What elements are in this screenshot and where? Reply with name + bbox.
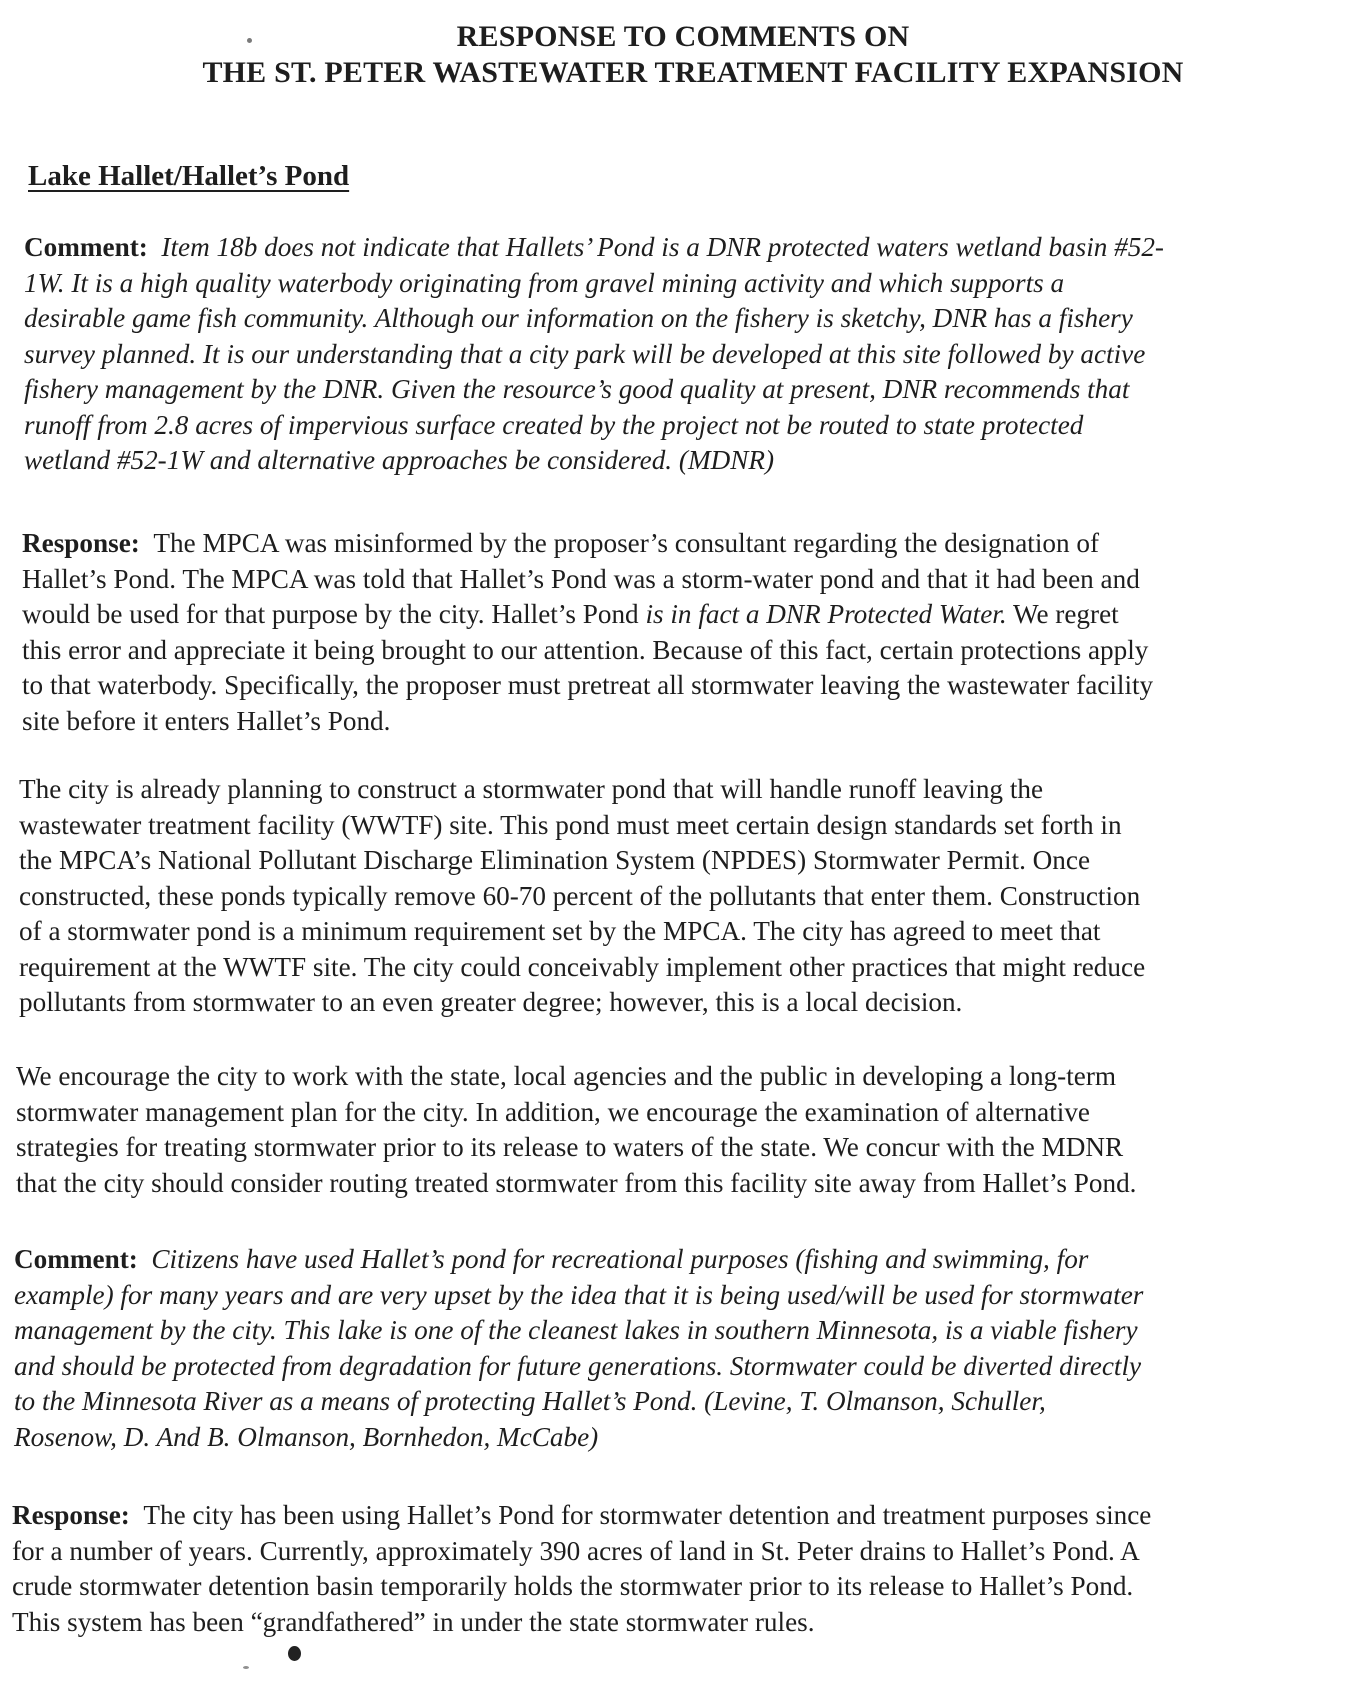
response-1-line — [22, 597, 1153, 633]
comment-1-line: survey planned. It is our understanding that a city park will be developed at this site followed by active — [24, 338, 1146, 369]
paragraph-2-line: requirement at the WWTF site. The city could conceivably implement other practices that might reduce — [19, 951, 1146, 982]
paragraph-2-line: constructed, these ponds typically remove 60-70 percent of the pollutants that enter them. Construction — [19, 880, 1141, 911]
comment-1-line: 1W. It is a high quality waterbody originating from gravel mining activity and which supports a — [24, 267, 1065, 298]
comment-2-line: Rosenow, D. And B. Olmanson, Bornhedon, McCabe) — [14, 1421, 599, 1452]
document-title-line-1: RESPONSE TO COMMENTS ON — [456, 20, 910, 53]
comment-2-line: and should be protected from degradation for future generations. Stormwater could be diverted directly — [14, 1350, 1142, 1381]
scan-speck — [288, 1646, 301, 1661]
paragraph-3-line: strategies for treating stormwater prior to its release to waters of the state. We concur with the MDNR — [16, 1132, 1124, 1162]
comment-1-line: desirable game fish community. Although our information on the fishery is sketchy, DNR has a fishery — [24, 303, 1133, 333]
paragraph-3 — [16, 1059, 1136, 1201]
response-2 — [12, 1498, 1151, 1640]
comment-1-line — [24, 230, 1164, 266]
response-1-text: The MPCA was misinformed by the proposer’s consultant regarding the designation of — [153, 528, 1100, 558]
paragraph-2-line: The city is already planning to construct a stormwater pond that will handle runoff leaving the — [19, 774, 1044, 804]
paragraph-2-line: wastewater treatment facility (WWTF) site. This pond must meet certain design standards set forth in — [19, 809, 1122, 840]
comment-2-line — [14, 1242, 1143, 1278]
scan-speck — [243, 1666, 249, 1669]
comment-1-line: wetland #52-1W and alternative approaches be considered. (MDNR) — [24, 445, 775, 475]
response-2-line: crude stormwater detention basin temporarily holds the stormwater prior to its release to Hallet’s Pond. — [12, 1571, 1134, 1601]
comment-2-line: management by the city. This lake is one of the cleanest lakes in southern Minnesota, is a viable fishery — [14, 1315, 1138, 1345]
response-1-text: would be used for that purpose by the city. Hallet’s Pond — [22, 599, 646, 629]
paragraph-3-line: We encourage the city to work with the state, local agencies and the public in developing a long-term — [16, 1061, 1117, 1091]
response-2-text: The city has been using Hallet’s Pond for stormwater detention and treatment purposes since — [143, 1500, 1152, 1530]
response-1-line: Hallet’s Pond. The MPCA was told that Hallet’s Pond was a storm-water pond and that it had been and — [22, 563, 1140, 594]
comment-1-text: Item 18b does not indicate that Hallets’ Pond is a DNR protected waters wetland basin #52- — [161, 232, 1164, 262]
paragraph-2-line: the MPCA’s National Pollutant Discharge Elimination System (NPDES) Stormwater Permit. Once — [19, 845, 1091, 875]
paragraph-2-line: of a stormwater pond is a minimum requirement set by the MPCA. The city has agreed to meet that — [19, 916, 1101, 946]
comment-2-text: Citizens have used Hallet’s pond for recreational purposes (fishing and swimming, for — [151, 1244, 1089, 1274]
document-title-line-2: THE ST. PETER WASTEWATER TREATMENT FACILITY EXPANSION — [202, 56, 1184, 89]
response-1-line: to that waterbody. Specifically, the proposer must pretreat all stormwater leaving the wastewater facility — [22, 670, 1154, 700]
response-1-line: site before it enters Hallet’s Pond. — [22, 705, 391, 736]
paragraph-2 — [19, 772, 1145, 1021]
response-2-line: This system has been “grandfathered” in under the state stormwater rules. — [12, 1606, 815, 1637]
scan-speck — [247, 38, 252, 43]
comment-2-line: example) for many years and are very upset by the idea that it is being used/will be used for stormwater — [14, 1279, 1144, 1310]
response-label: Response: — [22, 528, 140, 558]
comment-2-line: to the Minnesota River as a means of protecting Hallet’s Pond. (Levine, T. Olmanson, Schuller, — [14, 1386, 1046, 1416]
paragraph-3-line: that the city should consider routing treated stormwater from this facility site away from Hallet’s Pond. — [16, 1167, 1137, 1198]
comment-2 — [14, 1242, 1143, 1455]
comment-label: Comment: — [14, 1244, 138, 1274]
response-2-line: for a number of years. Currently, approximately 390 acres of land in St. Peter drains to Hallet’s Pond. A — [12, 1535, 1140, 1566]
comment-1 — [24, 230, 1164, 479]
comment-1-line: runoff from 2.8 acres of impervious surface created by the project not be routed to state protected — [24, 409, 1084, 440]
section-heading: Lake Hallet/Hallet’s Pond — [28, 160, 350, 192]
response-2-line — [12, 1498, 1151, 1534]
paragraph-2-line: pollutants from stormwater to an even greater degree; however, this is a local decision. — [19, 987, 963, 1017]
comment-1-line: fishery management by the DNR. Given the resource’s good quality at present, DNR recommends that — [24, 374, 1130, 404]
response-1-line — [22, 526, 1153, 562]
comment-label: Comment: — [24, 232, 148, 262]
response-1-text: We regret — [1006, 599, 1119, 629]
paragraph-3-line: stormwater management plan for the city. In addition, we encourage the examination of alternative — [16, 1096, 1090, 1127]
response-1-line: this error and appreciate it being brought to our attention. Because of this fact, certain protections apply — [22, 634, 1149, 665]
response-1 — [22, 526, 1153, 739]
response-label: Response: — [12, 1500, 130, 1530]
response-1-emphasis: is in fact a DNR Protected Water. — [645, 599, 1007, 629]
